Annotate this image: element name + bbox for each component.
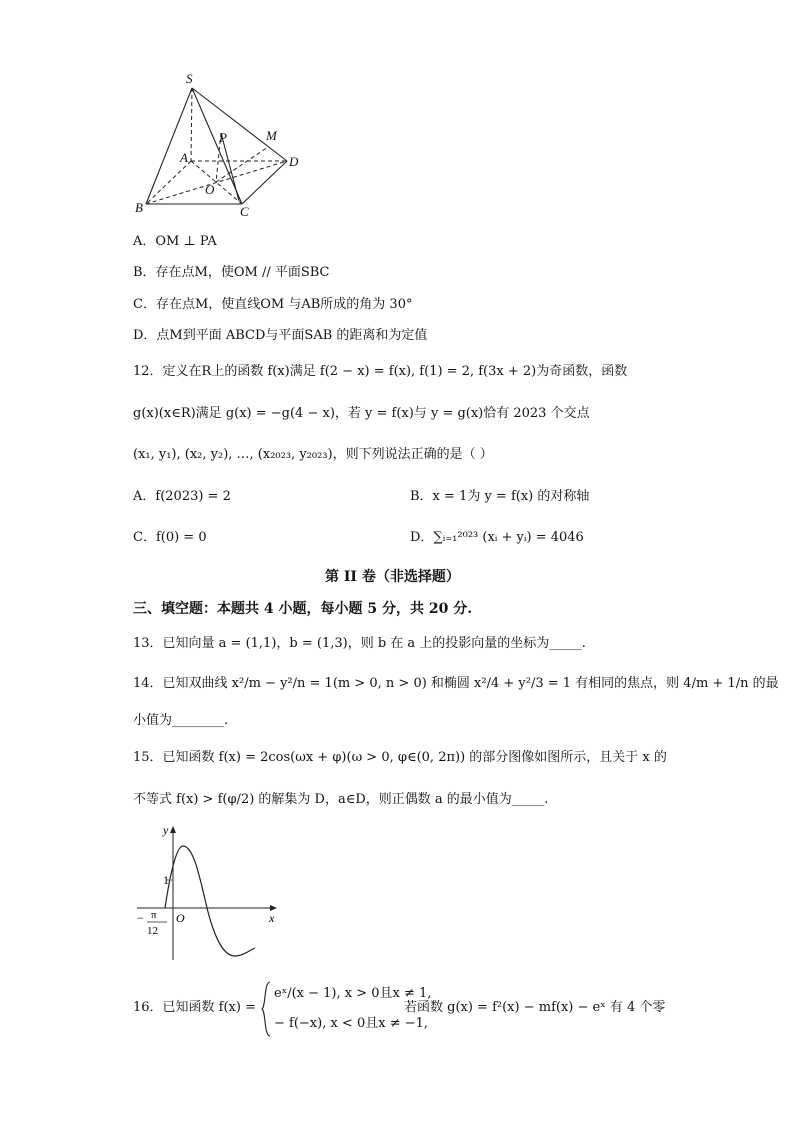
part-2-title: 第 II 卷（非选择题）	[325, 569, 460, 585]
label-A: A	[180, 150, 188, 165]
cosine-curve	[165, 846, 255, 956]
edge-SD	[192, 88, 287, 161]
q12-option-a: A．f(2023) = 2	[133, 489, 231, 504]
q15-line-1: 15．已知函数 f(x) = 2cos(ωx + φ)(ω > 0, φ∈(0, 2π)) 的部分图像如图所示，且关于 x 的	[133, 750, 667, 765]
edge-SA	[191, 88, 192, 161]
q14-line-2: 小值为________.	[133, 713, 229, 728]
label-S: S	[186, 71, 193, 86]
q16-suffix: 若函数 g(x) = f²(x) − mf(x) − eˣ 有 4 个零	[404, 1000, 666, 1015]
label-O: O	[205, 182, 215, 197]
left-brace	[260, 980, 272, 1038]
q11-option-a: A．OM ⊥ PA	[133, 234, 217, 249]
pyramid-figure	[130, 70, 320, 220]
edge-BD	[146, 161, 287, 204]
q12-option-c: C．f(0) = 0	[133, 530, 207, 545]
tick-label-minus: −	[137, 911, 144, 925]
label-D: D	[289, 154, 299, 169]
label-P: P	[219, 130, 227, 145]
label-C: C	[240, 204, 249, 219]
q12-line-1: 12．定义在R上的函数 f(x)满足 f(2 − x) = f(x), f(1) = 2, f(3x + 2)为奇函数，函数	[133, 364, 628, 379]
edge-CD	[242, 161, 287, 204]
x-axis-label: x	[269, 911, 275, 925]
tick-label-1: 1	[163, 873, 169, 887]
origin-label: O	[176, 911, 185, 925]
q15-line-2: 不等式 f(x) > f(φ/2) 的解集为 D，a∈D，则正偶数 a 的最小值为_____.	[133, 792, 549, 807]
q12-line-2: g(x)(x∈R)满足 g(x) = −g(4 − x)，若 y = f(x)与 y = g(x)恰有 2023 个交点	[133, 406, 590, 421]
q14-line-1: 14．已知双曲线 x²/m − y²/n = 1(m > 0, n > 0) 和椭圆 x²/4 + y²/3 = 1 有相同的焦点，则 4/m + 1/n 的最	[133, 676, 779, 691]
cosine-graph-figure	[135, 818, 285, 968]
edge-SB	[146, 88, 192, 204]
tick-label-12: 12	[147, 925, 158, 937]
section-3-title: 三、填空题：本题共 4 小题，每小题 5 分，共 20 分.	[133, 601, 473, 617]
q11-option-c: C．存在点M，使直线OM 与AB所成的角为 30°	[133, 297, 413, 312]
q16-prefix: 16．已知函数 f(x) =	[133, 1000, 256, 1015]
q11-option-b: B．存在点M，使OM // 平面SBC	[133, 265, 330, 280]
q12-option-b: B．x = 1为 y = f(x) 的对称轴	[410, 489, 590, 504]
label-B: B	[135, 200, 143, 215]
y-axis-arrow	[170, 826, 176, 833]
q12-option-d: D．∑ᵢ₌₁²⁰²³ (xᵢ + yᵢ) = 4046	[410, 530, 584, 545]
label-M: M	[266, 128, 277, 143]
segment-OM	[216, 147, 268, 182]
tick-label-pi: π	[151, 909, 157, 921]
q16-case-2: − f(−x), x < 0且x ≠ −1,	[274, 1016, 429, 1031]
edge-SC	[192, 88, 242, 204]
q16-case-1: eˣ/(x − 1), x > 0且x ≠ 1,	[274, 986, 432, 1001]
q13-text: 13．已知向量 a = (1,1)，b = (1,3)，则 b 在 a 上的投影向量的坐标为_____.	[133, 636, 586, 651]
y-axis-label: y	[163, 823, 169, 837]
q12-line-3: (x₁, y₁), (x₂, y₂), …, (x₂₀₂₃, y₂₀₂₃)，则下列说法正确的是（ ）	[133, 447, 493, 462]
q11-option-d: D．点M到平面 ABCD与平面SAB 的距离和为定值	[133, 328, 428, 343]
